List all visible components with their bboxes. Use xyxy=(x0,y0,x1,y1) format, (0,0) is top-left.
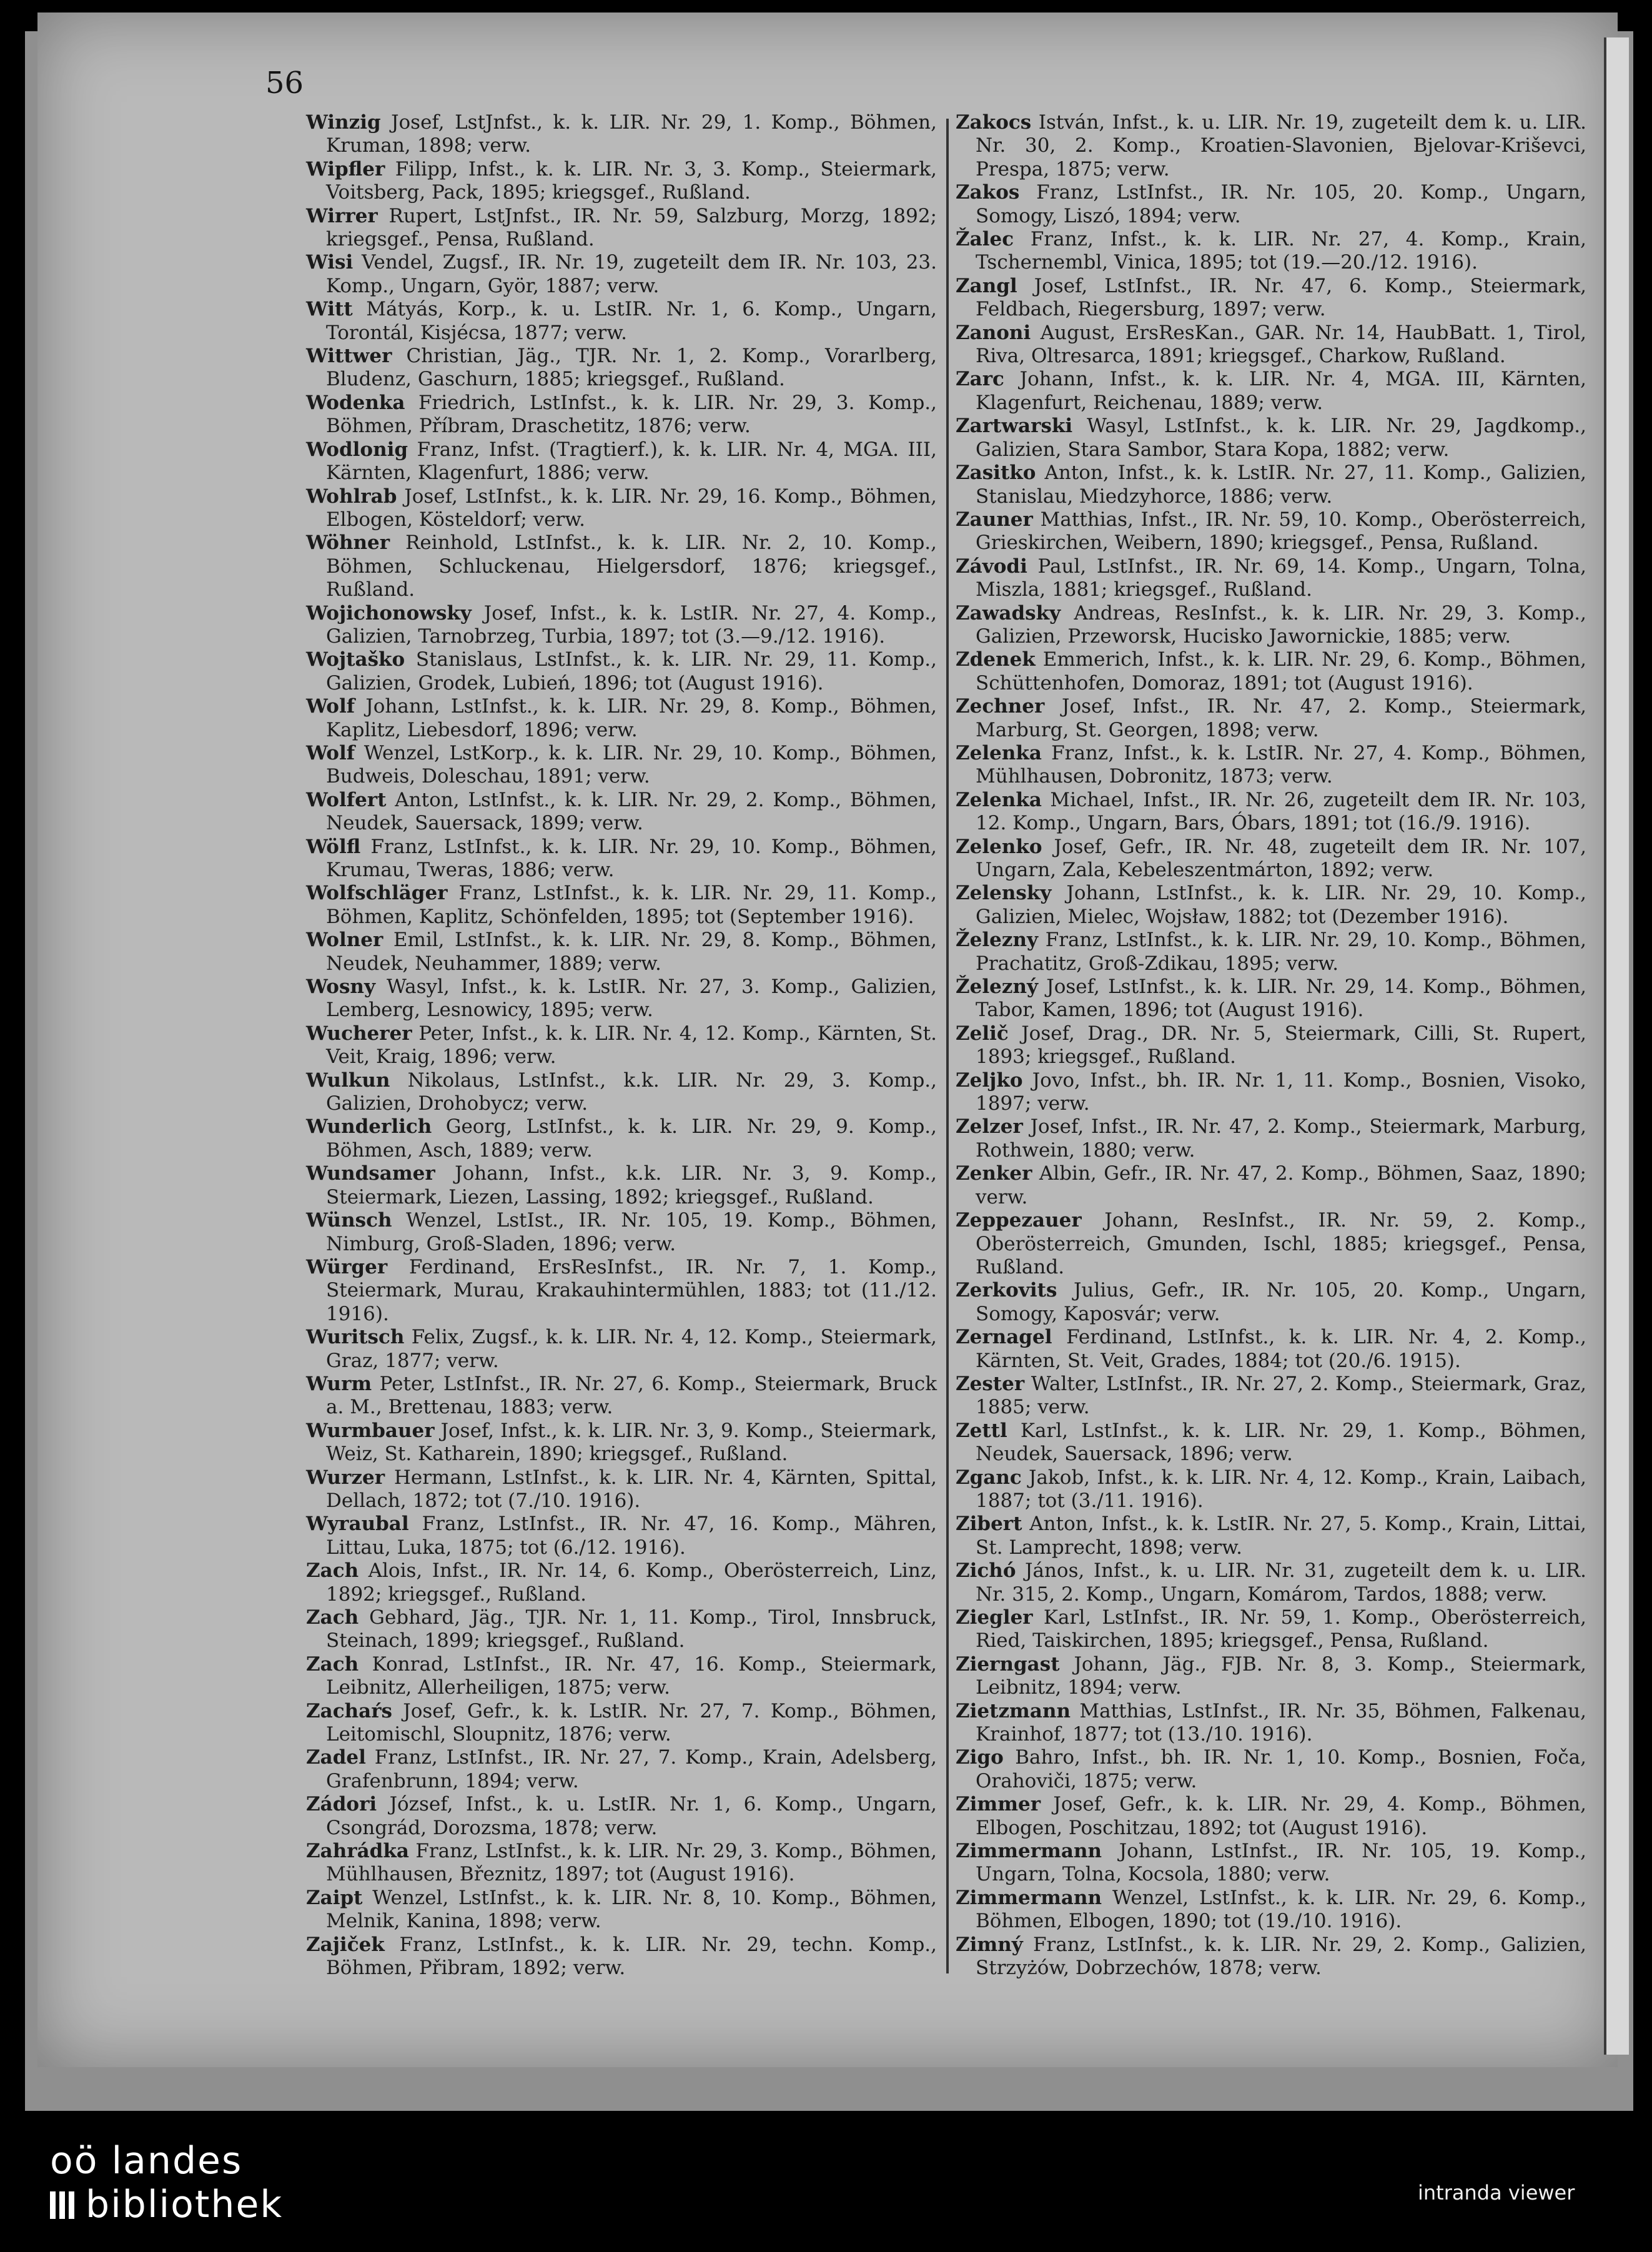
entry-details: Wenzel, LstIst., IR. Nr. 105, 19. Komp., Böhmen, Nimburg, Groß-Sladen, 1896; verw. xyxy=(326,1209,937,1255)
entry-details: Michael, Infst., IR. Nr. 26, zugeteilt dem IR. Nr. 103, 12. Komp., Ungarn, Bars, Óbars, 1891; tot (16./9. 1916). xyxy=(976,788,1586,835)
register-entry xyxy=(306,1420,937,1466)
entry-surname: Wölfl xyxy=(306,835,361,858)
entry-details: Nikolaus, LstInfst., k.k. LIR. Nr. 29, 3. Komp., Galizien, Drohobycz; verw. xyxy=(326,1069,937,1115)
register-entry xyxy=(306,648,937,695)
entry-details: Franz, LstInfst., IR. Nr. 27, 7. Komp., Krain, Adelsberg, Grafenbrunn, 1894; verw. xyxy=(326,1746,937,1792)
entry-details: Franz, LstInfst., k. k. LIR. Nr. 29, 10. Komp., Böhmen, Krumau, Tweras, 1886; verw. xyxy=(326,835,937,881)
register-entry xyxy=(306,1256,937,1326)
register-entry xyxy=(306,929,937,975)
register-entry xyxy=(956,1887,1586,1933)
entry-details: Julius, Gefr., IR. Nr. 105, 20. Komp., Ungarn, Somogy, Kaposvár; verw. xyxy=(976,1279,1586,1325)
register-entry xyxy=(956,462,1586,508)
register-entry xyxy=(306,1326,937,1373)
register-entry xyxy=(956,275,1586,322)
entry-details: Josef, Infst., k. k. LIR. Nr. 3, 9. Komp., Steiermark, Weiz, St. Katharein, 1890; kriegsgef., Rußland. xyxy=(326,1419,937,1466)
entry-details: Walter, LstInfst., IR. Nr. 27, 2. Komp., Steiermark, Graz, 1885; verw. xyxy=(976,1372,1586,1419)
entry-surname: Zanoni xyxy=(956,321,1031,344)
entry-details: Josef, LstJnfst., k. k. LIR. Nr. 29, 1. Komp., Böhmen, Kruman, 1898; verw. xyxy=(326,111,937,157)
entry-surname: Wolf xyxy=(306,695,355,718)
entry-details: Josef, LstInfst., k. k. LIR. Nr. 29, 16. Komp., Böhmen, Elbogen, Kösteldorf; verw. xyxy=(326,485,937,531)
entry-surname: Zarc xyxy=(956,368,1004,391)
register-entry xyxy=(956,368,1586,415)
entry-surname: Würger xyxy=(306,1255,388,1278)
register-entry xyxy=(306,602,937,649)
entry-details: Franz, LstInfst., IR. Nr. 47, 16. Komp., Mähren, Littau, Luka, 1875; tot (6./12. 1916). xyxy=(326,1513,937,1559)
entry-surname: Wodlonig xyxy=(306,438,408,461)
entry-details: Konrad, LstInfst., IR. Nr. 47, 16. Komp., Steiermark, Leibnitz, Allerheiligen, 1875; verw. xyxy=(326,1652,937,1699)
register-entry xyxy=(956,742,1586,789)
entry-surname: Zelensky xyxy=(956,882,1052,905)
logo-line-1: oö landes xyxy=(50,2139,243,2183)
entry-details: Georg, LstInfst., k. k. LIR. Nr. 29, 9. Komp., Böhmen, Asch, 1889; verw. xyxy=(326,1115,937,1162)
entry-surname: Wohlrab xyxy=(306,485,397,508)
entry-surname: Zeljko xyxy=(956,1069,1023,1092)
register-entry xyxy=(306,1069,937,1116)
entry-surname: Zerkovits xyxy=(956,1279,1057,1302)
entry-surname: Wurmbauer xyxy=(306,1419,435,1442)
entry-surname: Wunderlich xyxy=(306,1115,432,1138)
entry-surname: Zahrádka xyxy=(306,1840,409,1863)
entry-details: Vendel, Zugsf., IR. Nr. 19, zugeteilt dem IR. Nr. 103, 23. Komp., Ungarn, Györ, 1887; verw. xyxy=(326,251,937,297)
entry-surname: Zierngast xyxy=(956,1652,1060,1676)
entry-surname: Zimmermann xyxy=(956,1840,1102,1863)
entry-details: Josef, Gefr., IR. Nr. 48, zugeteilt dem IR. Nr. 107, Ungarn, Zala, Kebeleszentmárton, 1892; verw. xyxy=(976,835,1586,881)
register-entry xyxy=(306,695,937,742)
entry-details: Johann, LstInfst., k. k. LIR. Nr. 29, 10. Komp., Galizien, Mielec, Wojsław, 1882; tot (Dezember 1916). xyxy=(976,882,1586,928)
register-entry xyxy=(956,1022,1586,1069)
entry-details: Anton, LstInfst., k. k. LIR. Nr. 29, 2. Komp., Böhmen, Neudek, Sauersack, 1899; verw. xyxy=(326,788,937,835)
entry-surname: Zachaŕs xyxy=(306,1699,393,1722)
entry-details: Josef, Infst., IR. Nr. 47, 2. Komp., Steiermark, Marburg, Rothwein, 1880; verw. xyxy=(976,1115,1586,1162)
entry-details: Franz, LstInfst., k. k. LIR. Nr. 29, 11. Komp., Böhmen, Kaplitz, Schönfelden, 1895; tot (September 1916). xyxy=(326,882,937,928)
entry-details: István, Infst., k. u. LIR. Nr. 19, zugeteilt dem k. u. LIR. Nr. 30, 2. Komp., Kroatien-Slavonien, Bjelovar-Kriševci, Prespa, 1875; verw. xyxy=(976,111,1586,180)
entry-details: Franz, LstInfst., k. k. LIR. Nr. 29, 2. Komp., Galizien, Strzyżów, Dobrzechów, 1878; verw. xyxy=(976,1933,1586,1980)
entry-surname: Zartwarski xyxy=(956,415,1073,438)
entry-surname: Zester xyxy=(956,1372,1025,1395)
entry-surname: Wittwer xyxy=(306,345,392,368)
entry-details: Rupert, LstJnfst., IR. Nr. 59, Salzburg, Morzg, 1892; kriegsgef., Pensa, Rußland. xyxy=(326,204,937,251)
register-entry xyxy=(306,1466,937,1513)
register-entry xyxy=(956,1653,1586,1700)
register-entry xyxy=(956,1606,1586,1653)
entry-details: József, Infst., k. u. LstIR. Nr. 1, 6. Komp., Ungarn, Csongrád, Dorozsma, 1878; verw. xyxy=(326,1793,937,1839)
entry-details: Franz, Infst. (Tragtierf.), k. k. LIR. Nr. 4, MGA. III, Kärnten, Klagenfurt, 1886; verw. xyxy=(326,438,937,485)
entry-surname: Ziegler xyxy=(956,1606,1033,1629)
entry-surname: Zasitko xyxy=(956,462,1036,485)
register-entry xyxy=(306,205,937,252)
entry-surname: Železný xyxy=(956,975,1039,999)
entry-surname: Zelenko xyxy=(956,835,1042,858)
entry-details: Johann, Infst., k.k. LIR. Nr. 3, 9. Komp., Steiermark, Liezen, Lassing, 1892; kriegsgef., Rußland. xyxy=(326,1162,937,1208)
entry-surname: Zelič xyxy=(956,1022,1009,1045)
register-entry xyxy=(306,111,937,158)
register-entry xyxy=(956,1373,1586,1420)
register-entry xyxy=(956,789,1586,836)
register-entry xyxy=(956,228,1586,275)
register-entry xyxy=(956,1069,1586,1116)
entry-details: Franz, LstInfst., k. k. LIR. Nr. 29, 3. Komp., Böhmen, Mühlhausen, Březnitz, 1897; tot (August 1916). xyxy=(326,1840,937,1886)
register-entry xyxy=(306,975,937,1022)
register-entry xyxy=(956,1513,1586,1559)
register-entry xyxy=(956,929,1586,975)
register-entry xyxy=(956,975,1586,1022)
entry-details: Filipp, Infst., k. k. LIR. Nr. 3, 3. Komp., Steiermark, Voitsberg, Pack, 1895; kriegsgef., Rußland. xyxy=(326,157,937,204)
entry-details: Albin, Gefr., IR. Nr. 47, 2. Komp., Böhmen, Saaz, 1890; verw. xyxy=(976,1162,1586,1208)
entry-surname: Zigo xyxy=(956,1746,1004,1769)
register-entry xyxy=(956,181,1586,228)
entry-surname: Wolf xyxy=(306,741,355,764)
entry-surname: Wöhner xyxy=(306,531,390,555)
entry-details: Johann, LstInfst., IR. Nr. 105, 19. Komp., Ungarn, Tolna, Kocsola, 1880; verw. xyxy=(976,1840,1586,1886)
entry-surname: Wolfschläger xyxy=(306,882,448,905)
register-entry xyxy=(306,1653,937,1700)
entry-details: Franz, LstInfst., k. k. LIR. Nr. 29, 10. Komp., Böhmen, Prachatitz, Groß-Zdikau, 1895; verw. xyxy=(976,929,1586,975)
entry-details: Anton, Infst., k. k. LstIR. Nr. 27, 5. Komp., Krain, Littai, St. Lamprecht, 1898; verw. xyxy=(976,1513,1586,1559)
entry-surname: Zach xyxy=(306,1559,359,1583)
register-entry xyxy=(956,1162,1586,1209)
entry-details: Josef, LstInfst., IR. Nr. 47, 6. Komp., Steiermark, Feldbach, Riegersburg, 1897; verw. xyxy=(976,274,1586,321)
entry-details: Friedrich, LstInfst., k. k. LIR. Nr. 29, 3. Komp., Böhmen, Příbram, Draschetitz, 1876; verw. xyxy=(326,391,937,438)
register-entry xyxy=(956,1840,1586,1887)
register-entry xyxy=(306,1840,937,1887)
entry-surname: Wosny xyxy=(306,975,375,999)
register-entry xyxy=(306,742,937,789)
entry-details: Emil, LstInfst., k. k. LIR. Nr. 29, 8. Komp., Böhmen, Neudek, Neuhammer, 1889; verw. xyxy=(326,929,937,975)
entry-surname: Zádori xyxy=(306,1793,377,1816)
entry-surname: Wurzer xyxy=(306,1466,385,1489)
entry-surname: Wucherer xyxy=(306,1022,412,1045)
entry-details: Johann, LstInfst., k. k. LIR. Nr. 29, 8. Komp., Böhmen, Kaplitz, Liebesdorf, 1896; verw. xyxy=(326,695,937,741)
entry-details: Alois, Infst., IR. Nr. 14, 6. Komp., Oberösterreich, Linz, 1892; kriegsgef., Rußland. xyxy=(326,1559,937,1606)
entry-surname: Zauner xyxy=(956,508,1033,531)
register-entry xyxy=(306,1115,937,1162)
entry-details: Emmerich, Infst., k. k. LIR. Nr. 29, 6. Komp., Böhmen, Schüttenhofen, Domoraz, 1891; tot (August 1916). xyxy=(976,648,1586,694)
register-entry xyxy=(956,111,1586,181)
left-column xyxy=(306,111,937,1985)
register-entry xyxy=(306,392,937,438)
register-entry xyxy=(956,1559,1586,1606)
entry-details: Peter, Infst., k. k. LIR. Nr. 4, 12. Komp., Kärnten, St. Veit, Kraig, 1896; verw. xyxy=(326,1022,937,1069)
entry-surname: Witt xyxy=(306,298,353,321)
entry-details: Josef, Infst., k. k. LstIR. Nr. 27, 4. Komp., Galizien, Tarnobrzeg, Turbia, 1897; tot (3.—9./12. 1916). xyxy=(326,601,937,648)
register-entry xyxy=(306,1162,937,1209)
entry-details: Jakob, Infst., k. k. LIR. Nr. 4, 12. Komp., Krain, Laibach, 1887; tot (3./11. 1916). xyxy=(976,1466,1586,1512)
entry-surname: Wipfler xyxy=(306,157,385,180)
entry-surname: Zelzer xyxy=(956,1115,1023,1138)
entry-surname: Zakos xyxy=(956,181,1020,204)
entry-details: Karl, LstInfst., IR. Nr. 59, 1. Komp., Oberösterreich, Ried, Taiskirchen, 1895; kriegsgef., Pensa, Rußland. xyxy=(976,1606,1586,1652)
entry-details: Bahro, Infst., bh. IR. Nr. 1, 10. Komp., Bosnien, Foča, Orahoviči, 1875; verw. xyxy=(976,1746,1586,1792)
entry-surname: Závodi xyxy=(956,555,1027,578)
entry-details: Paul, LstInfst., IR. Nr. 69, 14. Komp., Ungarn, Tolna, Miszla, 1881; kriegsgef., Rußland. xyxy=(976,555,1586,601)
entry-details: Ferdinand, LstInfst., k. k. LIR. Nr. 4, 2. Komp., Kärnten, St. Veit, Grades, 1884; tot (20./6. 1915). xyxy=(976,1326,1586,1372)
right-column xyxy=(956,111,1586,1985)
entry-details: Josef, LstInfst., k. k. LIR. Nr. 29, 14. Komp., Böhmen, Tabor, Kamen, 1896; tot (August 1916). xyxy=(976,975,1586,1022)
register-entry xyxy=(306,1022,937,1069)
entry-surname: Wodenka xyxy=(306,391,405,414)
entry-details: Johann, Infst., k. k. LIR. Nr. 4, MGA. III, Kärnten, Klagenfurt, Reichenau, 1889; verw. xyxy=(976,368,1586,414)
column-divider xyxy=(946,119,949,1973)
entry-surname: Zganc xyxy=(956,1466,1022,1489)
entry-surname: Zeppezauer xyxy=(956,1209,1082,1232)
entry-details: Wasyl, LstInfst., k. k. LIR. Nr. 29, Jagdkomp., Galizien, Stara Sambor, Stara Kopa, 1882; verw. xyxy=(976,415,1586,461)
register-entry xyxy=(306,1793,937,1840)
entry-surname: Zelenka xyxy=(956,741,1042,764)
register-entry xyxy=(306,1559,937,1606)
entry-details: Stanislaus, LstInfst., k. k. LIR. Nr. 29, 11. Komp., Galizien, Grodek, Lubień, 1896; tot (August 1916). xyxy=(326,648,937,694)
register-entry xyxy=(956,648,1586,695)
entry-surname: Zimmer xyxy=(956,1793,1041,1816)
register-entry xyxy=(306,882,937,929)
register-entry xyxy=(956,1746,1586,1793)
viewer-label: intranda viewer xyxy=(1418,2181,1575,2205)
logo-line-2: bibliothek xyxy=(86,2183,284,2226)
entry-surname: Wulkun xyxy=(306,1069,390,1092)
entry-details: Hermann, LstInfst., k. k. LIR. Nr. 4, Kärnten, Spittal, Dellach, 1872; tot (7./10. 1916). xyxy=(326,1466,937,1512)
entry-surname: Wünsch xyxy=(306,1209,392,1232)
entry-details: Felix, Zugsf., k. k. LIR. Nr. 4, 12. Komp., Steiermark, Graz, 1877; verw. xyxy=(326,1326,937,1372)
register-entry xyxy=(306,1606,937,1653)
register-entry xyxy=(306,1513,937,1559)
entry-details: Mátyás, Korp., k. u. LstIR. Nr. 1, 6. Komp., Ungarn, Torontál, Kisjécsa, 1877; verw. xyxy=(326,298,937,344)
register-entry xyxy=(306,298,937,345)
register-entry xyxy=(956,1933,1586,1980)
register-entry xyxy=(306,1746,937,1793)
register-entry xyxy=(306,251,937,298)
register-entry xyxy=(956,1326,1586,1373)
register-entry xyxy=(956,882,1586,929)
entry-details: Matthias, LstInfst., IR. Nr. 35, Böhmen, Falkenau, Krainhof, 1877; tot (13./10. 1916). xyxy=(976,1699,1586,1746)
entry-details: Peter, LstInfst., IR. Nr. 27, 6. Komp., Steiermark, Bruck a. M., Brettenau, 1883; verw. xyxy=(326,1372,937,1419)
entry-surname: Winzig xyxy=(306,111,381,134)
entry-surname: Zaipt xyxy=(306,1886,363,1909)
entry-details: Matthias, Infst., IR. Nr. 59, 10. Komp., Oberösterreich, Grieskirchen, Weibern, 1890; kriegsgef., Pensa, Rußland. xyxy=(976,508,1586,555)
entry-details: Anton, Infst., k. k. LstIR. Nr. 27, 11. Komp., Galizien, Stanislau, Miedzyhorce, 1886; verw. xyxy=(976,462,1586,508)
entry-surname: Zdenek xyxy=(956,648,1036,671)
entry-surname: Železny xyxy=(956,929,1039,952)
entry-details: Josef, Drag., DR. Nr. 5, Steiermark, Cilli, St. Rupert, 1893; kriegsgef., Rußland. xyxy=(976,1022,1586,1069)
entry-details: Wenzel, LstKorp., k. k. LIR. Nr. 29, 10. Komp., Böhmen, Budweis, Doleschau, 1891; verw. xyxy=(326,741,937,788)
entry-surname: Zenker xyxy=(956,1162,1032,1185)
register-entry xyxy=(956,1793,1586,1840)
entry-details: Karl, LstInfst., k. k. LIR. Nr. 29, 1. Komp., Böhmen, Neudek, Sauersack, 1896; verw. xyxy=(976,1419,1586,1466)
entry-details: Christian, Jäg., TJR. Nr. 1, 2. Komp., Vorarlberg, Bludenz, Gaschurn, 1885; kriegsgef., Rußland. xyxy=(326,345,937,391)
entry-details: Josef, Gefr., k. k. LIR. Nr. 29, 4. Komp., Böhmen, Elbogen, Poschitzau, 1892; tot (August 1916). xyxy=(976,1793,1586,1839)
register-entry xyxy=(956,1420,1586,1466)
entry-surname: Zakocs xyxy=(956,111,1032,134)
register-entry xyxy=(306,531,937,601)
register-entry xyxy=(956,1466,1586,1513)
register-entry xyxy=(306,345,937,392)
entry-surname: Zichó xyxy=(956,1559,1016,1583)
library-logo[interactable] xyxy=(50,2139,283,2228)
register-entry xyxy=(306,438,937,485)
entry-details: Franz, Infst., k. k. LIR. Nr. 27, 4. Komp., Krain, Tschernembl, Vinica, 1895; tot (19.—20./12. 1916). xyxy=(976,228,1586,274)
entry-details: August, ErsResKan., GAR. Nr. 14, HaubBatt. 1, Tirol, Riva, Oltresarca, 1891; kriegsgef., Charkow, Rußland. xyxy=(976,321,1586,368)
entry-surname: Wuritsch xyxy=(306,1326,405,1349)
entry-surname: Zelenka xyxy=(956,788,1042,811)
entry-surname: Wirrer xyxy=(306,204,378,227)
register-entry xyxy=(956,1279,1586,1326)
entry-surname: Zettl xyxy=(956,1419,1007,1442)
entry-surname: Wundsamer xyxy=(306,1162,435,1185)
register-entry xyxy=(306,789,937,836)
entry-details: Andreas, ResInfst., k. k. LIR. Nr. 29, 3. Komp., Galizien, Przeworsk, Hucisko Jawornickie, 1885; verw. xyxy=(976,601,1586,648)
next-page-edge xyxy=(1604,37,1629,2055)
entry-details: Franz, LstInfst., IR. Nr. 105, 20. Komp., Ungarn, Somogy, Liszó, 1894; verw. xyxy=(976,181,1586,227)
entry-surname: Žalec xyxy=(956,228,1014,251)
page-number: 56 xyxy=(265,66,304,101)
entry-surname: Zechner xyxy=(956,695,1045,718)
entry-surname: Zajiček xyxy=(306,1933,385,1956)
entry-details: Ferdinand, ErsResInfst., IR. Nr. 7, 1. Komp., Steiermark, Murau, Krakauhintermühlen, 1883; tot (11./12. 1916). xyxy=(326,1255,937,1325)
register-entry xyxy=(306,1209,937,1256)
entry-surname: Wurm xyxy=(306,1372,372,1395)
register-entry xyxy=(956,1700,1586,1747)
register-entry xyxy=(306,1373,937,1420)
entry-details: Josef, Infst., IR. Nr. 47, 2. Komp., Steiermark, Marburg, St. Georgen, 1898; verw. xyxy=(976,695,1586,741)
entry-details: Jovo, Infst., bh. IR. Nr. 1, 11. Komp., Bosnien, Visoko, 1897; verw. xyxy=(976,1069,1586,1115)
logo-bars-icon xyxy=(50,2185,78,2228)
register-entry xyxy=(956,1115,1586,1162)
entry-details: Wasyl, Infst., k. k. LstIR. Nr. 27, 3. Komp., Galizien, Lemberg, Lesnowicy, 1895; verw. xyxy=(326,975,937,1022)
entry-surname: Wojtaško xyxy=(306,648,405,671)
entry-details: Franz, LstInfst., k. k. LIR. Nr. 29, techn. Komp., Böhmen, Přibram, 1892; verw. xyxy=(326,1933,937,1980)
entry-surname: Zawadsky xyxy=(956,601,1061,625)
entry-details: Reinhold, LstInfst., k. k. LIR. Nr. 2, 10. Komp., Böhmen, Schluckenau, Hielgersdorf, 1876; kriegsgef., Rußland. xyxy=(326,531,937,601)
register-entry xyxy=(956,322,1586,368)
entry-surname: Zernagel xyxy=(956,1326,1052,1349)
register-entry xyxy=(306,1887,937,1933)
register-entry xyxy=(306,1933,937,1980)
entry-surname: Wolfert xyxy=(306,788,387,811)
register-entry xyxy=(956,508,1586,555)
entry-surname: Zimný xyxy=(956,1933,1023,1956)
entry-surname: Zibert xyxy=(956,1513,1022,1536)
entry-surname: Wyraubal xyxy=(306,1513,409,1536)
entry-details: Wenzel, LstInfst., k. k. LIR. Nr. 8, 10. Komp., Böhmen, Melnik, Kanina, 1898; verw. xyxy=(326,1886,937,1933)
entry-surname: Zadel xyxy=(306,1746,366,1769)
register-entry xyxy=(306,485,937,532)
entry-surname: Wisi xyxy=(306,251,354,274)
entry-details: Johann, ResInfst., IR. Nr. 59, 2. Komp., Oberösterreich, Gmunden, Ischl, 1885; kriegsgef., Pensa, Rußland. xyxy=(976,1209,1586,1278)
entry-surname: Zietzmann xyxy=(956,1699,1071,1722)
register-entry xyxy=(306,158,937,205)
entry-details: János, Infst., k. u. LIR. Nr. 31, zugeteilt dem k. u. LIR. Nr. 315, 2. Komp., Ungarn, Komárom, Tardos, 1888; verw. xyxy=(976,1559,1586,1606)
entry-surname: Wolner xyxy=(306,929,383,952)
entry-details: Josef, Gefr., k. k. LstIR. Nr. 27, 7. Komp., Böhmen, Leitomischl, Sloupnitz, 1876; verw. xyxy=(326,1699,937,1746)
entry-surname: Zimmermann xyxy=(956,1886,1102,1909)
entry-surname: Zangl xyxy=(956,274,1017,297)
register-entry xyxy=(956,836,1586,882)
register-entry xyxy=(956,1209,1586,1279)
entry-surname: Zach xyxy=(306,1606,359,1629)
entry-details: Johann, Jäg., FJB. Nr. 8, 3. Komp., Steiermark, Leibnitz, 1894; verw. xyxy=(976,1652,1586,1699)
entry-details: Franz, Infst., k. k. LstIR. Nr. 27, 4. Komp., Böhmen, Mühlhausen, Dobronitz, 1873; verw. xyxy=(976,741,1586,788)
register-entry xyxy=(956,602,1586,649)
register-entry xyxy=(306,1700,937,1747)
entry-surname: Zach xyxy=(306,1652,359,1676)
entry-details: Wenzel, LstInfst., k. k. LIR. Nr. 29, 6. Komp., Böhmen, Elbogen, 1890; tot (19./10. 1916). xyxy=(976,1886,1586,1933)
entry-details: Gebhard, Jäg., TJR. Nr. 1, 11. Komp., Tirol, Innsbruck, Steinach, 1899; kriegsgef., Rußland. xyxy=(326,1606,937,1652)
register-entry xyxy=(956,555,1586,602)
register-entry xyxy=(956,415,1586,462)
register-entry xyxy=(306,836,937,882)
register-entry xyxy=(956,695,1586,742)
entry-surname: Wojichonowsky xyxy=(306,601,472,625)
